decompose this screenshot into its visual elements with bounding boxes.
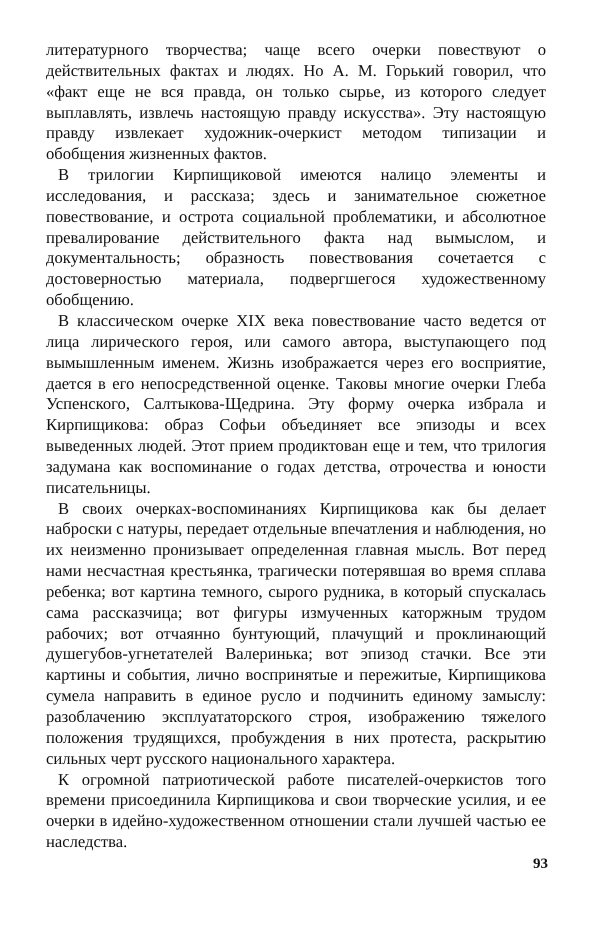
document-page <box>46 40 546 853</box>
page-number: 93 <box>533 856 548 872</box>
paragraph-trilogy-elements: В трилогии Кирпищиковой имеются налицо элементы и исследования, и рассказа; здесь и занимательное сюжетное повествование, и острота социальной проблематики, и абсолютное превалирование действительного факта над вымыслом, и документальность; образность повествования сочетается с достоверностью материала, подвергшегося художественному обобщению. <box>46 165 546 310</box>
paragraph-continuation: литературного творчества; чаще всего очерки повествуют о действительных фактах и людях. Но А. М. Горький говорил, что «факт еще не вся правда, он только сырье, из которого следует выплавлять, извлечь настоящую правду искусства». Эту настоящую правду извлекает художник-очеркист методом типизации и обобщения жизненных фактов. <box>46 40 546 164</box>
paragraph-patriotic-work: К огромной патриотической работе писателей-очеркистов того времени присоединила Кирпищикова и свои творческие усилия, и ее очерки в идейно-художественном отношении стали лучшей частью ее наследства. <box>46 769 546 852</box>
paragraph-classical-essay: В классическом очерке XIX века повествование часто ведется от лица лирического героя, или самого автора, выступающего под вымышленным именем. Жизнь изображается через его восприятие, дается в его непосредственной оценке. Таковы многие очерки Глеба Успенского, Салтыкова-Щедрина. Эту форму очерка избрала и Кирпищикова: образ Софьи объединяет все эпизоды и всех выведенных людей. Этот прием продиктован еще и тем, что трилогия задумана как воспоминание о годах детства, отрочества и юности писательницы. <box>46 310 546 497</box>
paragraph-essay-memoirs: В своих очерках-воспоминаниях Кирпищикова как бы делает наброски с натуры, передает отдельные впечатления и наблюдения, но их неизменно пронизывает определенная главная мысль. Вот перед нами несчастная крестьянка, трагически потерявшая во время сплава ребенка; вот картина темного, сырого рудника, в который спускалась сама рассказчица; вот фигуры измученных каторжным трудом рабочих; вот отчаянно бунтующий, плачущий и проклинающий душегубов-угнетателей Валеринька; вот эпизод стачки. Все эти картины и события, лично воспринятые и пережитые, Кирпищикова сумела направить в единое русло и подчинить единому замыслу: разоблачению эксплуататорского строя, изображению тяжелого положения трудящихся, пробуждения в них протеста, раскрытию сильных черт русского национального характера. <box>46 498 546 768</box>
